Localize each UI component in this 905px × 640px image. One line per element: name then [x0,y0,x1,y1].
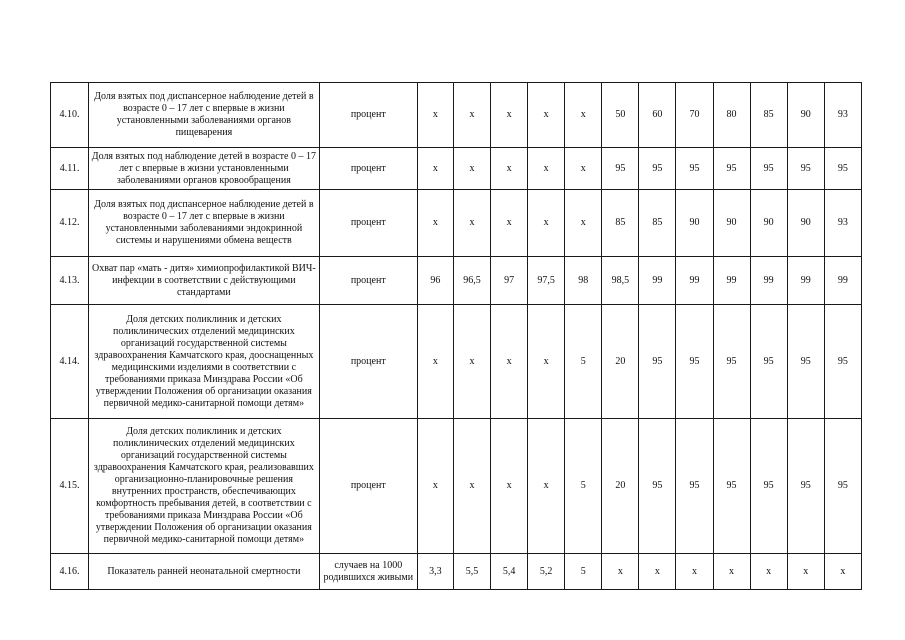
indicator-name: Доля взятых под наблюдение детей в возрасте 0 – 17 лет с впервые в жизни установленными заболеваниями органов кровообращения [89,148,320,190]
value-cell: 95 [750,419,787,554]
value-cell: 90 [713,190,750,257]
value-cell: 5,4 [491,554,528,590]
value-cell: 96 [417,257,453,305]
value-cell: 70 [676,83,713,148]
value-cell: 5,5 [453,554,490,590]
indicator-name: Доля взятых под диспансерное наблюдение детей в возрасте 0 – 17 лет с впервые в жизни установленными заболеваниями органов пищеварения [89,83,320,148]
value-cell: x [528,419,565,554]
indicator-name: Доля детских поликлиник и детских поликлинических отделений медицинских организаций государственной системы здравоохранения Камчатского края, дооснащенных медицинскими изделиями в соответствии с требованиями приказа Минздрава России «Об утверждении Положения об организации оказания первичной медико-санитарной помощи детям» [89,305,320,419]
value-cell: 95 [787,305,824,419]
value-cell: 97,5 [528,257,565,305]
value-cell: 95 [713,305,750,419]
value-cell: x [824,554,861,590]
table-row [51,190,862,257]
value-cell: x [491,305,528,419]
value-cell: x [417,419,453,554]
value-cell: 90 [787,83,824,148]
value-cell: 5 [565,305,602,419]
unit-of-measure: случаев на 1000 родившихся живыми [319,554,417,590]
value-cell: 60 [639,83,676,148]
value-cell: x [417,148,453,190]
value-cell: 50 [602,83,639,148]
value-cell: x [787,554,824,590]
value-cell: 85 [639,190,676,257]
unit-of-measure: процент [319,419,417,554]
table-row [51,257,862,305]
value-cell: 93 [824,83,861,148]
value-cell: x [565,83,602,148]
value-cell: 99 [787,257,824,305]
value-cell: 85 [750,83,787,148]
value-cell: 95 [639,305,676,419]
value-cell: 95 [824,419,861,554]
table-row [51,419,862,554]
value-cell: x [750,554,787,590]
value-cell: 90 [750,190,787,257]
value-cell: 90 [676,190,713,257]
value-cell: 95 [787,419,824,554]
value-cell: x [565,190,602,257]
value-cell: 93 [824,190,861,257]
value-cell: x [565,148,602,190]
value-cell: 95 [824,148,861,190]
value-cell: 99 [713,257,750,305]
row-number: 4.13. [51,257,89,305]
row-number: 4.10. [51,83,89,148]
indicator-table [50,82,862,590]
value-cell: 95 [713,419,750,554]
value-cell: x [453,83,490,148]
value-cell: 95 [676,305,713,419]
value-cell: x [491,419,528,554]
value-cell: x [528,305,565,419]
value-cell: x [491,190,528,257]
value-cell: 20 [602,419,639,554]
value-cell: 99 [750,257,787,305]
value-cell: 85 [602,190,639,257]
value-cell: x [417,190,453,257]
value-cell: 95 [676,148,713,190]
table-row [51,83,862,148]
indicator-name: Доля взятых под диспансерное наблюдение детей в возрасте 0 – 17 лет с впервые в жизни установленными заболеваниями эндокринной системы и нарушениями обмена веществ [89,190,320,257]
row-number: 4.12. [51,190,89,257]
unit-of-measure: процент [319,83,417,148]
value-cell: 20 [602,305,639,419]
value-cell: x [453,305,490,419]
value-cell: 95 [787,148,824,190]
value-cell: x [453,190,490,257]
value-cell: 99 [639,257,676,305]
value-cell: 97 [491,257,528,305]
value-cell: x [417,83,453,148]
row-number: 4.11. [51,148,89,190]
value-cell: x [528,190,565,257]
value-cell: 99 [824,257,861,305]
value-cell: 95 [713,148,750,190]
value-cell: x [528,148,565,190]
value-cell: x [491,148,528,190]
value-cell: 95 [639,419,676,554]
indicator-name: Доля детских поликлиник и детских поликлинических отделений медицинских организаций государственной системы здравоохранения Камчатского края, реализовавших организационно-планировочные решения внутренних пространств, обеспечивающих комфортность пребывания детей, в соответствии с требованиями приказа Минздрава России «Об утверждении Положения об организации оказания первичной медико-санитарной помощи детям» [89,419,320,554]
value-cell: 80 [713,83,750,148]
value-cell: x [453,419,490,554]
value-cell: x [676,554,713,590]
value-cell: x [417,305,453,419]
row-number: 4.15. [51,419,89,554]
value-cell: x [491,83,528,148]
value-cell: 3,3 [417,554,453,590]
value-cell: 95 [824,305,861,419]
value-cell: 95 [639,148,676,190]
value-cell: 98,5 [602,257,639,305]
value-cell: 5 [565,554,602,590]
indicator-name: Показатель ранней неонатальной смертности [89,554,320,590]
value-cell: 90 [787,190,824,257]
indicator-name: Охват пар «мать - дитя» химиопрофилактикой ВИЧ-инфекции в соответствии с действующими стандартами [89,257,320,305]
value-cell: 96,5 [453,257,490,305]
value-cell: x [639,554,676,590]
value-cell: 95 [750,148,787,190]
value-cell: 5 [565,419,602,554]
row-number: 4.16. [51,554,89,590]
row-number: 4.14. [51,305,89,419]
unit-of-measure: процент [319,257,417,305]
value-cell: 95 [602,148,639,190]
value-cell: 95 [750,305,787,419]
table-row [51,554,862,590]
value-cell: 95 [676,419,713,554]
value-cell: x [528,83,565,148]
value-cell: x [602,554,639,590]
table-row [51,305,862,419]
value-cell: x [453,148,490,190]
table-row [51,148,862,190]
value-cell: 99 [676,257,713,305]
unit-of-measure: процент [319,305,417,419]
value-cell: x [713,554,750,590]
value-cell: 98 [565,257,602,305]
unit-of-measure: процент [319,148,417,190]
value-cell: 5,2 [528,554,565,590]
unit-of-measure: процент [319,190,417,257]
